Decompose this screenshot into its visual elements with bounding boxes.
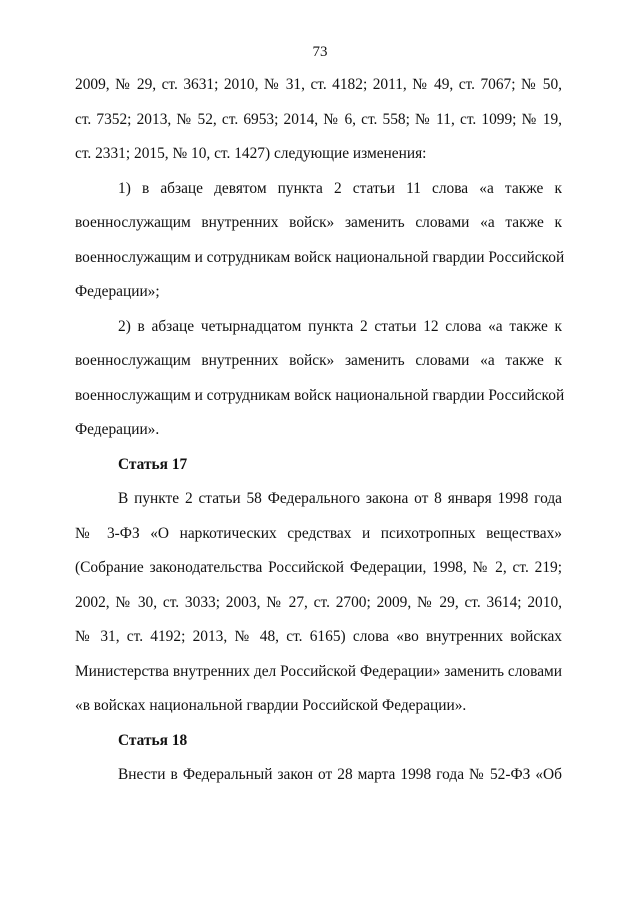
text-line: ст. 2331; 2015, № 10, ст. 1427) следующие изменения: — [75, 145, 427, 162]
text-line: Федерации»; — [75, 283, 160, 300]
text-line: 1) в абзаце девятом пункта 2 статьи 11 слова «а также к — [118, 179, 562, 197]
text-line: военнослужащим внутренних войск» заменить словами «а также к — [75, 352, 562, 369]
text-line: Министерства внутренних дел Российской Федерации» заменить словами — [75, 662, 562, 680]
text-line: 2002, № 30, ст. 3033; 2003, № 27, ст. 2700; 2009, № 29, ст. 3614; 2010, — [75, 593, 562, 611]
text-line: Внести в Федеральный закон от 28 марта 1998 года № 52-ФЗ «Об — [118, 766, 562, 783]
text-line: «в войсках национальной гвардии Российской Федерации». — [75, 697, 467, 714]
text-line: ст. 7352; 2013, № 52, ст. 6953; 2014, № 6, ст. 558; № 11, ст. 1099; № 19, — [75, 110, 562, 128]
page-number: 73 — [312, 44, 328, 60]
text-line: Федерации». — [75, 421, 160, 438]
text-line: военнослужащим и сотрудникам войск национальной гвардии Российской — [75, 248, 565, 266]
article-17-heading: Статья 17 — [118, 455, 188, 473]
article-18-heading: Статья 18 — [118, 731, 188, 749]
text-line: № 31, ст. 4192; 2013, № 48, ст. 6165) слова «во внутренних войсках — [75, 628, 562, 645]
text-line: № 3-ФЗ «О наркотических средствах и психотропных веществах» — [75, 524, 562, 542]
document-body — [75, 68, 565, 793]
text-line: 2009, № 29, ст. 3631; 2010, № 31, ст. 4182; 2011, № 49, ст. 7067; № 50, — [75, 76, 562, 93]
text-line: 2) в абзаце четырнадцатом пункта 2 статьи 12 слова «а также к — [118, 317, 562, 335]
text-line: военнослужащим и сотрудникам войск национальной гвардии Российской — [75, 386, 565, 404]
text-line: (Собрание законодательства Российской Федерации, 1998, № 2, ст. 219; — [75, 559, 562, 576]
text-line: военнослужащим внутренних войск» заменить словами «а также к — [75, 214, 562, 231]
text-line: В пункте 2 статьи 58 Федерального закона от 8 января 1998 года — [118, 490, 562, 507]
